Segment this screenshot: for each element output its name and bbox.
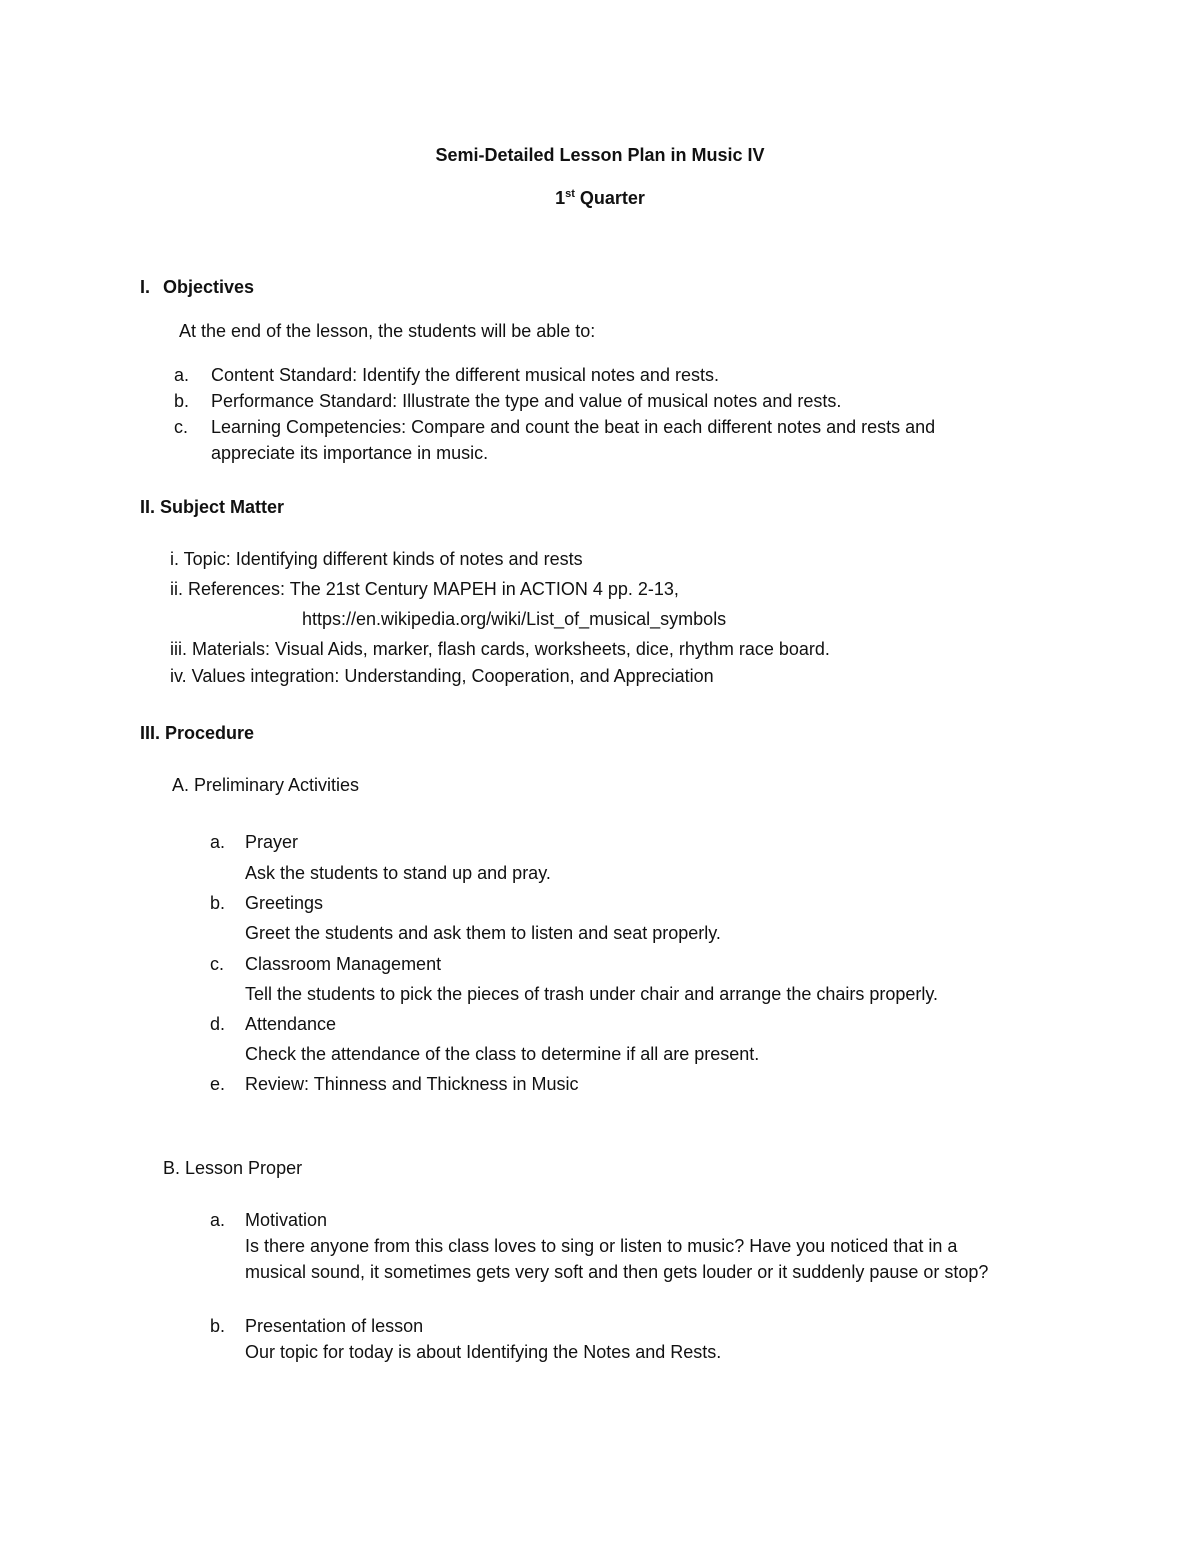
procedure-heading: III. Procedure xyxy=(140,723,255,743)
objective-item-continued: appreciate its importance in music. xyxy=(211,443,489,463)
quarter-number: 1 xyxy=(555,188,566,208)
objective-marker: a. xyxy=(174,365,190,385)
lesson-marker: b. xyxy=(210,1316,226,1336)
lesson-marker: a. xyxy=(210,1210,226,1230)
activity-title: Prayer xyxy=(245,832,299,852)
subject-materials: iii. Materials: Visual Aids, marker, flash cards, worksheets, dice, rhythm race board. xyxy=(170,639,830,659)
subject-topic: i. Topic: Identifying different kinds of notes and rests xyxy=(170,549,583,569)
subject-matter-heading: II. Subject Matter xyxy=(140,497,285,517)
objective-item: Performance Standard: Illustrate the type and value of musical notes and rests. xyxy=(211,391,842,411)
objectives-heading-number: I. xyxy=(140,277,151,297)
activity-description: Tell the students to pick the pieces of trash under chair and arrange the chairs properly. xyxy=(245,984,939,1004)
lesson-description: Our topic for today is about Identifying the Notes and Rests. xyxy=(245,1342,722,1362)
activity-title: Classroom Management xyxy=(245,954,442,974)
quarter-label xyxy=(0,187,1200,209)
activity-marker: b. xyxy=(210,893,226,913)
activity-description: Check the attendance of the class to determine if all are present. xyxy=(245,1044,760,1064)
objective-marker: b. xyxy=(174,391,190,411)
subject-values: iv. Values integration: Understanding, Cooperation, and Appreciation xyxy=(170,666,714,686)
activity-title: Review: Thinness and Thickness in Music xyxy=(245,1074,579,1094)
subject-references: ii. References: The 21st Century MAPEH in ACTION 4 pp. 2-13, xyxy=(170,579,679,599)
activity-marker: c. xyxy=(210,954,225,974)
objective-item: Content Standard: Identify the different musical notes and rests. xyxy=(211,365,719,385)
objectives-intro: At the end of the lesson, the students will be able to: xyxy=(179,321,596,341)
quarter-word: Quarter xyxy=(579,188,645,208)
activity-description: Greet the students and ask them to listen and seat properly. xyxy=(245,923,721,943)
activity-marker: a. xyxy=(210,832,226,852)
activity-marker: e. xyxy=(210,1074,226,1094)
activity-title: Greetings xyxy=(245,893,324,913)
preliminary-heading: A. Preliminary Activities xyxy=(172,775,360,795)
activity-description: Ask the students to stand up and pray. xyxy=(245,863,551,883)
objective-marker: c. xyxy=(174,417,189,437)
lesson-description-continued: musical sound, it sometimes gets very soft and then gets louder or it suddenly pause or stop? xyxy=(245,1262,989,1282)
objectives-heading: Objectives xyxy=(163,277,255,297)
activity-marker: d. xyxy=(210,1014,226,1034)
references-url: https://en.wikipedia.org/wiki/List_of_musical_symbols xyxy=(302,609,727,629)
lesson-description: Is there anyone from this class loves to sing or listen to music? Have you noticed that in a xyxy=(245,1236,958,1256)
quarter-suffix: st xyxy=(565,188,575,200)
lesson-proper-heading: B. Lesson Proper xyxy=(163,1158,303,1178)
lesson-title: Presentation of lesson xyxy=(245,1316,424,1336)
document-title: Semi-Detailed Lesson Plan in Music IV xyxy=(435,145,765,165)
activity-title: Attendance xyxy=(245,1014,337,1034)
lesson-title: Motivation xyxy=(245,1210,328,1230)
objective-item: Learning Competencies: Compare and count the beat in each different notes and rests and xyxy=(211,417,936,437)
